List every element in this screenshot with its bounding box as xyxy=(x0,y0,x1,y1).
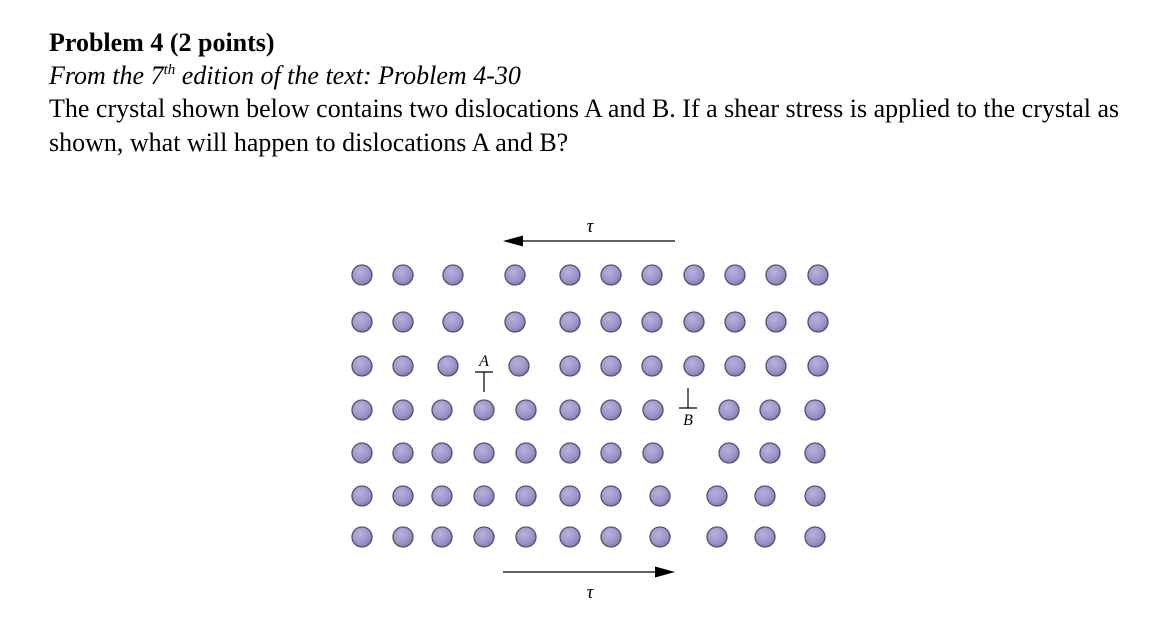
atom xyxy=(805,400,825,420)
atom xyxy=(560,265,580,285)
atom xyxy=(760,443,780,463)
atom xyxy=(474,486,494,506)
atom xyxy=(601,527,621,547)
atom xyxy=(650,527,670,547)
atom xyxy=(505,312,525,332)
atom xyxy=(393,400,413,420)
atom xyxy=(808,356,828,376)
atom xyxy=(642,356,662,376)
atom xyxy=(808,312,828,332)
atom xyxy=(684,265,704,285)
atom xyxy=(601,443,621,463)
atom xyxy=(560,312,580,332)
atom xyxy=(642,312,662,332)
bottom-arrow-head xyxy=(655,567,675,578)
atom xyxy=(805,486,825,506)
atom xyxy=(432,486,452,506)
atom xyxy=(643,443,663,463)
atom xyxy=(766,265,786,285)
atom xyxy=(601,265,621,285)
bottom-shear-stress-arrow xyxy=(503,567,675,578)
atom xyxy=(438,356,458,376)
atom xyxy=(560,486,580,506)
atom xyxy=(516,443,536,463)
atom xyxy=(352,265,372,285)
atom xyxy=(805,443,825,463)
atom xyxy=(393,265,413,285)
atom xyxy=(601,312,621,332)
source-superscript: th xyxy=(163,62,176,78)
atom xyxy=(719,400,739,420)
atom xyxy=(352,356,372,376)
atom xyxy=(642,265,662,285)
atom xyxy=(352,486,372,506)
atom xyxy=(432,527,452,547)
atom xyxy=(443,312,463,332)
dislocation-b-label: B xyxy=(683,412,693,429)
atom xyxy=(474,443,494,463)
atom xyxy=(643,400,663,420)
atom xyxy=(509,356,529,376)
atom xyxy=(393,356,413,376)
atom xyxy=(516,486,536,506)
atom xyxy=(474,400,494,420)
atom xyxy=(601,486,621,506)
source-prefix: From the 7 xyxy=(49,61,164,90)
atom xyxy=(707,486,727,506)
atom xyxy=(443,265,463,285)
bottom-tau-label: τ xyxy=(586,582,594,603)
atom xyxy=(684,312,704,332)
atom xyxy=(755,527,775,547)
atom xyxy=(560,527,580,547)
atom xyxy=(352,527,372,547)
atom xyxy=(808,265,828,285)
atom xyxy=(393,312,413,332)
problem-title: Problem 4 (2 points) xyxy=(49,28,275,57)
atom xyxy=(766,312,786,332)
top-shear-stress-arrow xyxy=(503,236,675,247)
atom xyxy=(474,527,494,547)
source-suffix: edition of the text: Problem 4-30 xyxy=(175,61,521,90)
atom xyxy=(766,356,786,376)
atom xyxy=(352,312,372,332)
top-tau-label: τ xyxy=(586,216,594,237)
atom xyxy=(725,312,745,332)
atom xyxy=(805,527,825,547)
atom xyxy=(725,265,745,285)
top-arrow-head xyxy=(503,236,523,247)
problem-question: The crystal shown below contains two dislocations A and B. If a shear stress is applied to the crystal as shown, what will happen to dislocations A and B? xyxy=(49,94,1120,157)
atom xyxy=(352,400,372,420)
atom xyxy=(505,265,525,285)
atom xyxy=(432,443,452,463)
atom xyxy=(684,356,704,376)
atom xyxy=(516,527,536,547)
atom xyxy=(393,486,413,506)
atom xyxy=(352,443,372,463)
atom xyxy=(560,400,580,420)
atom xyxy=(601,400,621,420)
atom xyxy=(601,356,621,376)
atom xyxy=(760,400,780,420)
atom xyxy=(707,527,727,547)
atom xyxy=(755,486,775,506)
atom xyxy=(393,527,413,547)
dislocation-a-label: A xyxy=(479,353,489,370)
atom xyxy=(650,486,670,506)
dislocation-a-symbol xyxy=(475,372,493,392)
atom xyxy=(393,443,413,463)
atom-lattice xyxy=(352,265,828,547)
atom xyxy=(725,356,745,376)
atom xyxy=(560,356,580,376)
atom xyxy=(516,400,536,420)
atom xyxy=(560,443,580,463)
atom xyxy=(432,400,452,420)
atom xyxy=(719,443,739,463)
dislocation-b-symbol xyxy=(679,388,697,408)
